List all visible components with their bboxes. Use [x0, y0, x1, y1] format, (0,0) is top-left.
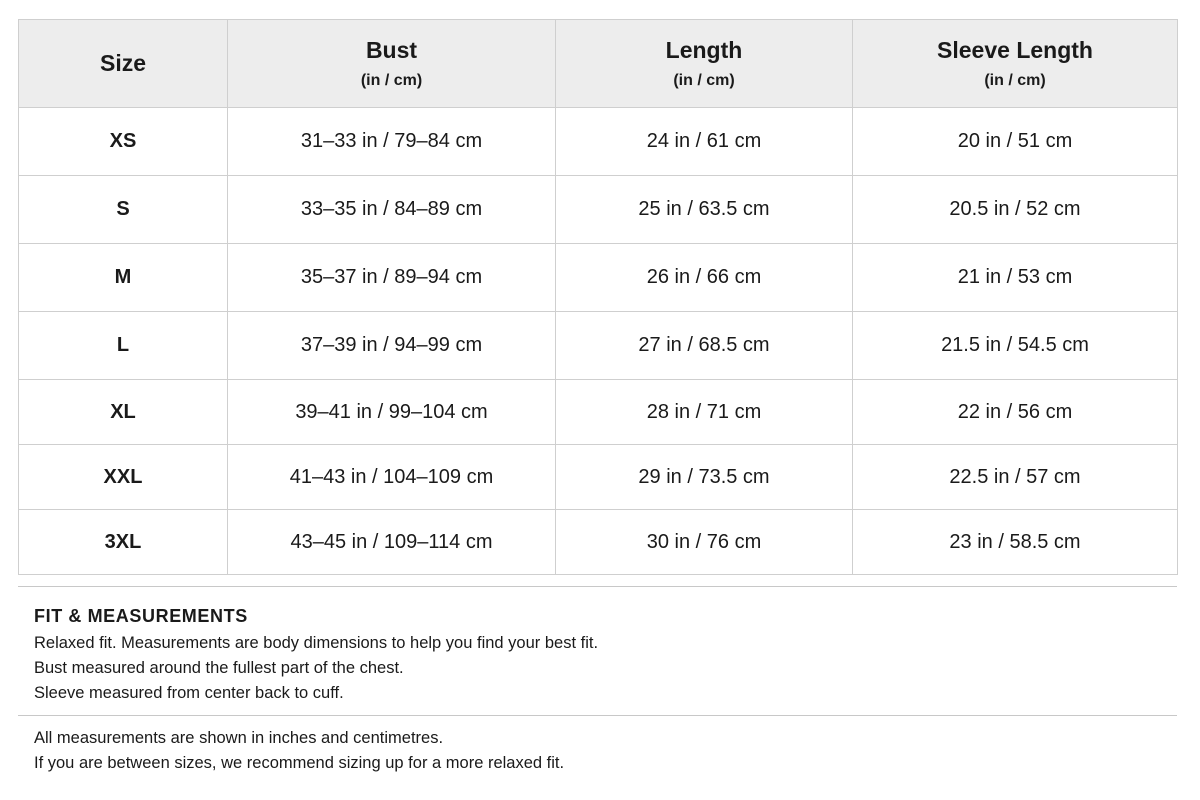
sleeve-cell: 21 in / 53 cm [853, 244, 1178, 312]
header-bust-title: Bust [365, 36, 418, 63]
length-cell: 25 in / 63.5 cm [556, 176, 853, 244]
bust-cell: 33–35 in / 84–89 cm [228, 176, 556, 244]
table-row [19, 244, 1178, 312]
size-cell: M [19, 244, 228, 312]
fit-measurements-section [34, 604, 598, 706]
table-row [19, 380, 1178, 445]
header-size [19, 20, 228, 108]
header-sleeve-length [853, 20, 1178, 108]
size-chart-table [18, 19, 1178, 575]
sleeve-cell: 20.5 in / 52 cm [853, 176, 1178, 244]
header-row [19, 20, 1178, 108]
header-bust-unit: (in / cm) [360, 71, 423, 89]
table-row [19, 108, 1178, 176]
divider [18, 715, 1177, 716]
fit-line: Sleeve measured from center back to cuff. [34, 684, 344, 702]
sleeve-cell: 23 in / 58.5 cm [853, 510, 1178, 575]
size-cell: XL [19, 380, 228, 445]
bust-cell: 31–33 in / 79–84 cm [228, 108, 556, 176]
sleeve-cell: 20 in / 51 cm [853, 108, 1178, 176]
notes-section [34, 726, 564, 776]
size-cell: XS [19, 108, 228, 176]
header-sleeve-title: Sleeve Length [937, 36, 1093, 63]
length-cell: 27 in / 68.5 cm [556, 312, 853, 380]
fit-line: Bust measured around the fullest part of the chest. [34, 659, 404, 677]
header-length-unit: (in / cm) [673, 71, 735, 89]
length-cell: 28 in / 71 cm [556, 380, 853, 445]
sleeve-cell: 22.5 in / 57 cm [853, 445, 1178, 510]
fit-section-title: FIT & MEASUREMENTS [34, 606, 248, 626]
bust-cell: 43–45 in / 109–114 cm [228, 510, 556, 575]
sleeve-cell: 22 in / 56 cm [853, 380, 1178, 445]
sleeve-cell: 21.5 in / 54.5 cm [853, 312, 1178, 380]
length-cell: 30 in / 76 cm [556, 510, 853, 575]
table-row [19, 312, 1178, 380]
header-length [556, 20, 853, 108]
table-row [19, 445, 1178, 510]
size-cell: XXL [19, 445, 228, 510]
bust-cell: 41–43 in / 104–109 cm [228, 445, 556, 510]
length-cell: 29 in / 73.5 cm [556, 445, 853, 510]
size-cell: S [19, 176, 228, 244]
bust-cell: 39–41 in / 99–104 cm [228, 380, 556, 445]
length-cell: 26 in / 66 cm [556, 244, 853, 312]
note-line: All measurements are shown in inches and centimetres. [34, 729, 444, 747]
bust-cell: 37–39 in / 94–99 cm [228, 312, 556, 380]
note-line: If you are between sizes, we recommend sizing up for a more relaxed fit. [34, 754, 565, 772]
size-cell: L [19, 312, 228, 380]
divider [18, 586, 1177, 587]
length-cell: 24 in / 61 cm [556, 108, 853, 176]
table-row [19, 176, 1178, 244]
size-cell: 3XL [19, 510, 228, 575]
header-length-title: Length [665, 36, 743, 63]
table-header [19, 20, 1178, 108]
header-sleeve-unit: (in / cm) [984, 71, 1046, 89]
table-row [19, 510, 1178, 575]
table-body [19, 108, 1178, 575]
header-bust [228, 20, 556, 108]
header-size-title: Size [99, 50, 147, 76]
bust-cell: 35–37 in / 89–94 cm [228, 244, 556, 312]
fit-line: Relaxed fit. Measurements are body dimensions to help you find your best fit. [34, 634, 599, 652]
